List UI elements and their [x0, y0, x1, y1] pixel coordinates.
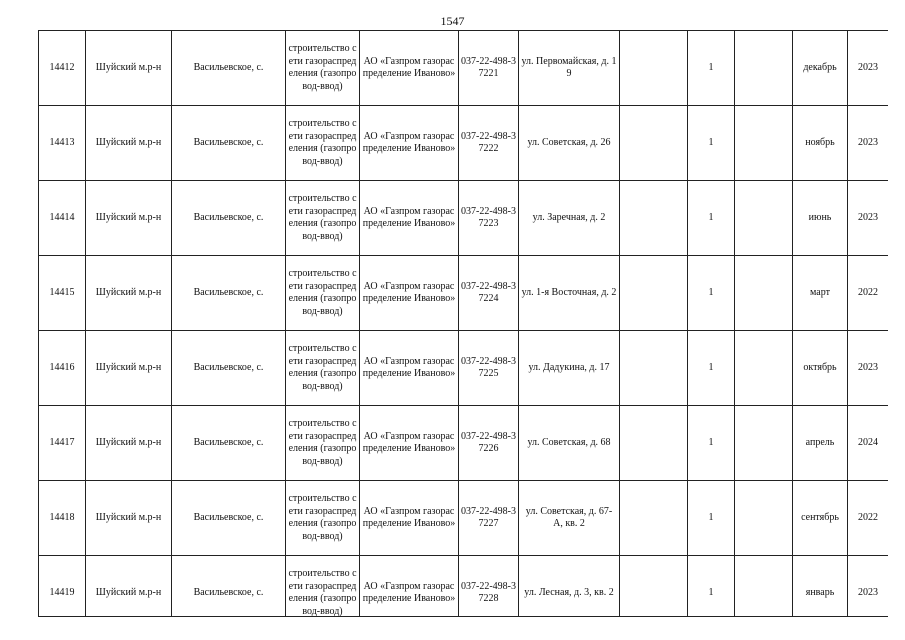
cell-month: июнь [793, 181, 848, 256]
table-row [39, 331, 889, 406]
cell-empty-1 [620, 181, 688, 256]
table-row [39, 481, 889, 556]
cell-organization: АО «Газпром газораспределение Иваново» [360, 481, 459, 556]
cell-empty-1 [620, 406, 688, 481]
cell-quantity: 1 [688, 106, 735, 181]
cell-locality: Васильевское, с. [172, 406, 286, 481]
cell-month: сентябрь [793, 481, 848, 556]
cell-empty-1 [620, 331, 688, 406]
register-table [38, 30, 888, 617]
cell-locality: Васильевское, с. [172, 556, 286, 618]
table-row [39, 181, 889, 256]
cell-id: 14419 [39, 556, 86, 618]
cell-id: 14414 [39, 181, 86, 256]
cell-address: ул. 1-я Восточная, д. 2 [519, 256, 620, 331]
cell-district: Шуйский м.р-н [86, 256, 172, 331]
table-row [39, 256, 889, 331]
cell-work-type: строительство сети газораспределения (газопровод-ввод) [286, 31, 360, 106]
cell-quantity: 1 [688, 481, 735, 556]
table-row [39, 556, 889, 618]
cell-quantity: 1 [688, 556, 735, 618]
cell-locality: Васильевское, с. [172, 256, 286, 331]
cell-work-type: строительство сети газораспределения (газопровод-ввод) [286, 481, 360, 556]
cell-empty-2 [735, 481, 793, 556]
cell-organization: АО «Газпром газораспределение Иваново» [360, 31, 459, 106]
cell-object-code: 037-22-498-37222 [459, 106, 519, 181]
cell-work-type: строительство сети газораспределения (газопровод-ввод) [286, 406, 360, 481]
cell-address: ул. Советская, д. 68 [519, 406, 620, 481]
cell-empty-2 [735, 406, 793, 481]
cell-month: март [793, 256, 848, 331]
cell-district: Шуйский м.р-н [86, 556, 172, 618]
cell-work-type: строительство сети газораспределения (газопровод-ввод) [286, 256, 360, 331]
cell-empty-1 [620, 481, 688, 556]
cell-empty-2 [735, 331, 793, 406]
cell-month: декабрь [793, 31, 848, 106]
cell-address: ул. Лесная, д. 3, кв. 2 [519, 556, 620, 618]
cell-empty-2 [735, 106, 793, 181]
cell-empty-2 [735, 31, 793, 106]
cell-district: Шуйский м.р-н [86, 181, 172, 256]
register-table-container [38, 30, 888, 617]
cell-id: 14415 [39, 256, 86, 331]
cell-quantity: 1 [688, 181, 735, 256]
cell-month: октябрь [793, 331, 848, 406]
cell-locality: Васильевское, с. [172, 31, 286, 106]
cell-id: 14417 [39, 406, 86, 481]
cell-address: ул. Советская, д. 26 [519, 106, 620, 181]
cell-district: Шуйский м.р-н [86, 406, 172, 481]
cell-id: 14416 [39, 331, 86, 406]
cell-id: 14413 [39, 106, 86, 181]
cell-locality: Васильевское, с. [172, 481, 286, 556]
cell-organization: АО «Газпром газораспределение Иваново» [360, 256, 459, 331]
cell-year: 2023 [848, 181, 889, 256]
cell-locality: Васильевское, с. [172, 106, 286, 181]
cell-empty-1 [620, 556, 688, 618]
cell-locality: Васильевское, с. [172, 331, 286, 406]
cell-work-type: строительство сети газораспределения (газопровод-ввод) [286, 556, 360, 618]
cell-address: ул. Первомайская, д. 19 [519, 31, 620, 106]
cell-work-type: строительство сети газораспределения (газопровод-ввод) [286, 181, 360, 256]
cell-year: 2024 [848, 406, 889, 481]
cell-organization: АО «Газпром газораспределение Иваново» [360, 181, 459, 256]
cell-year: 2023 [848, 556, 889, 618]
cell-id: 14418 [39, 481, 86, 556]
cell-empty-1 [620, 256, 688, 331]
cell-quantity: 1 [688, 406, 735, 481]
cell-year: 2023 [848, 31, 889, 106]
cell-district: Шуйский м.р-н [86, 481, 172, 556]
table-row [39, 106, 889, 181]
cell-empty-2 [735, 181, 793, 256]
cell-object-code: 037-22-498-37226 [459, 406, 519, 481]
table-row [39, 31, 889, 106]
cell-object-code: 037-22-498-37227 [459, 481, 519, 556]
cell-object-code: 037-22-498-37224 [459, 256, 519, 331]
cell-month: апрель [793, 406, 848, 481]
cell-organization: АО «Газпром газораспределение Иваново» [360, 106, 459, 181]
cell-object-code: 037-22-498-37225 [459, 331, 519, 406]
table-row [39, 406, 889, 481]
cell-organization: АО «Газпром газораспределение Иваново» [360, 556, 459, 618]
cell-month: январь [793, 556, 848, 618]
cell-year: 2022 [848, 256, 889, 331]
cell-year: 2022 [848, 481, 889, 556]
page-number: 1547 [440, 14, 465, 28]
cell-quantity: 1 [688, 256, 735, 331]
cell-district: Шуйский м.р-н [86, 106, 172, 181]
cell-work-type: строительство сети газораспределения (газопровод-ввод) [286, 331, 360, 406]
cell-empty-1 [620, 106, 688, 181]
cell-locality: Васильевское, с. [172, 181, 286, 256]
cell-quantity: 1 [688, 31, 735, 106]
cell-object-code: 037-22-498-37223 [459, 181, 519, 256]
table-body [39, 31, 889, 618]
cell-district: Шуйский м.р-н [86, 31, 172, 106]
cell-empty-1 [620, 31, 688, 106]
cell-organization: АО «Газпром газораспределение Иваново» [360, 331, 459, 406]
cell-address: ул. Заречная, д. 2 [519, 181, 620, 256]
cell-year: 2023 [848, 331, 889, 406]
cell-work-type: строительство сети газораспределения (газопровод-ввод) [286, 106, 360, 181]
cell-address: ул. Советская, д. 67-А, кв. 2 [519, 481, 620, 556]
cell-empty-2 [735, 256, 793, 331]
cell-year: 2023 [848, 106, 889, 181]
cell-address: ул. Дадукина, д. 17 [519, 331, 620, 406]
cell-object-code: 037-22-498-37228 [459, 556, 519, 618]
cell-quantity: 1 [688, 331, 735, 406]
cell-id: 14412 [39, 31, 86, 106]
cell-district: Шуйский м.р-н [86, 331, 172, 406]
cell-organization: АО «Газпром газораспределение Иваново» [360, 406, 459, 481]
cell-empty-2 [735, 556, 793, 618]
cell-month: ноябрь [793, 106, 848, 181]
cell-object-code: 037-22-498-37221 [459, 31, 519, 106]
